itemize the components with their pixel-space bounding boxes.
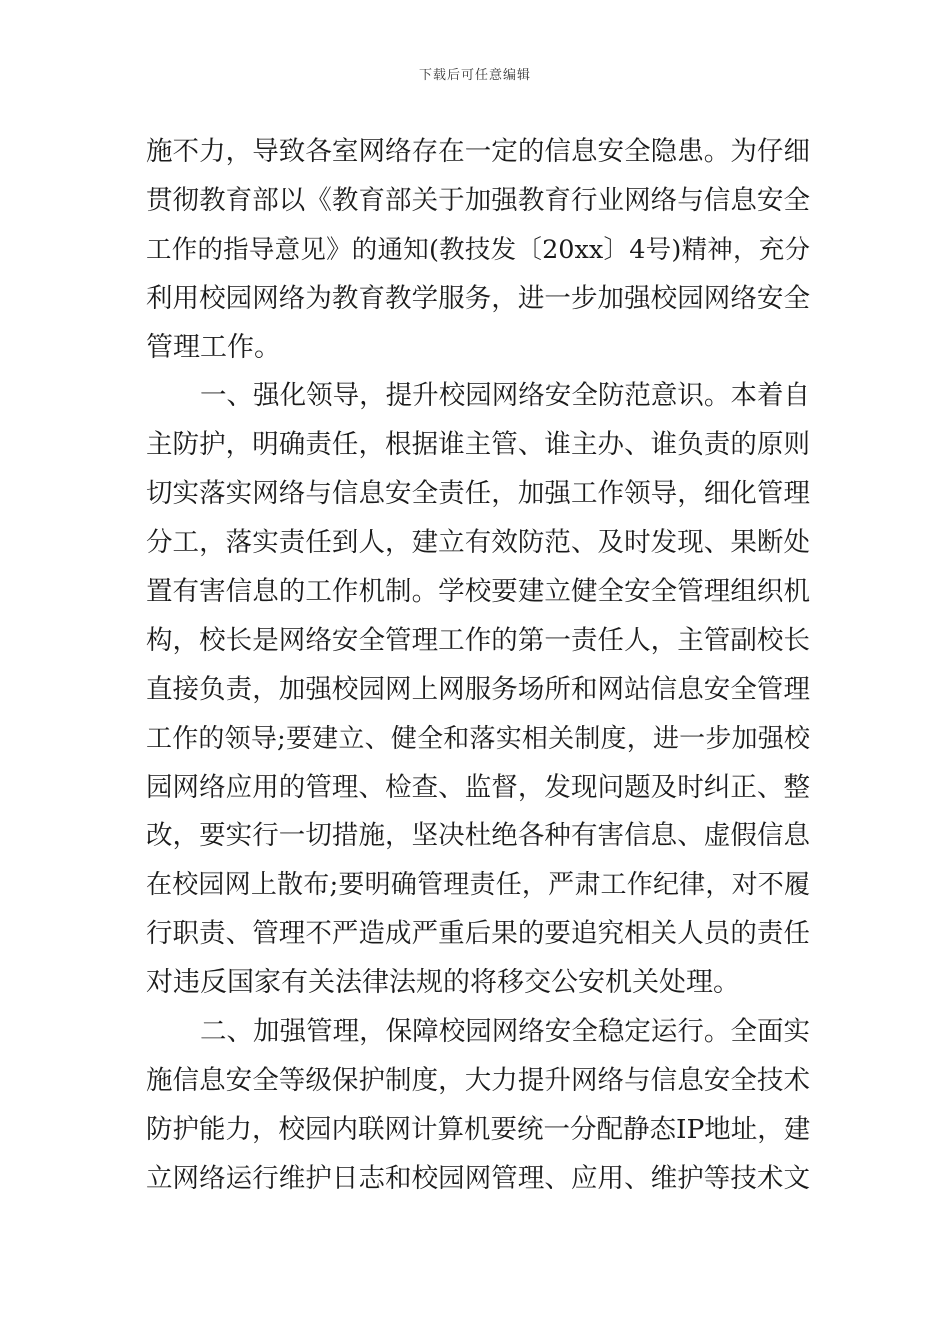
text-line: 工作的指导意见》的通知(教技发〔20xx〕4号)精神，充分: [146, 234, 810, 265]
text-line: 在校园网上散布;要明确管理责任，严肃工作纪律，对不履: [146, 870, 810, 901]
page-header: 下载后可任意编辑: [418, 68, 531, 83]
text-line: 立网络运行维护日志和校园网管理、应用、维护等技术文: [146, 1162, 810, 1194]
text-line: 行职责、管理不严造成严重后果的要追究相关人员的责任: [146, 918, 810, 950]
text-line: 施不力，导致各室网络存在一定的信息安全隐患。为仔细: [146, 136, 810, 167]
text-line: 切实落实网络与信息安全责任，加强工作领导，细化管理: [146, 478, 810, 510]
text-line: 置有害信息的工作机制。学校要建立健全安全管理组织机: [146, 576, 810, 608]
text-line: 对违反国家有关法律法规的将移交公安机关处理。: [146, 967, 740, 999]
text-line: 分工，落实责任到人，建立有效防范、及时发现、果断处: [146, 527, 810, 559]
text-line: 构，校长是网络安全管理工作的第一责任人，主管副校长: [146, 624, 810, 656]
text-line: 主防护，明确责任，根据谁主管、谁主办、谁负责的原则: [146, 429, 810, 461]
text-line: 一、强化领导，提升校园网络安全防范意识。本着自: [200, 380, 810, 412]
text-line: 直接负责，加强校园网上网服务场所和网站信息安全管理: [146, 673, 810, 705]
text-line: 利用校园网络为教育教学服务，进一步加强校园网络安全: [146, 282, 810, 314]
text-line: 防护能力，校园内联网计算机要统一分配静态IP地址，建: [146, 1113, 811, 1145]
text-line: 施信息安全等级保护制度，大力提升网络与信息安全技术: [146, 1064, 810, 1096]
document-body: [146, 128, 810, 1204]
text-line: 管理工作。: [146, 331, 281, 363]
text-line: 改，要实行一切措施，坚决杜绝各种有害信息、虚假信息: [146, 820, 810, 852]
text-line: 工作的领导;要建立、健全和落实相关制度，进一步加强校: [146, 723, 810, 754]
text-line: 园网络应用的管理、检查、监督，发现问题及时纠正、整: [146, 771, 810, 803]
text-line: 贯彻教育部以《教育部关于加强教育行业网络与信息安全: [146, 184, 810, 216]
text-line: 二、加强管理，保障校园网络安全稳定运行。全面实: [200, 1016, 810, 1048]
